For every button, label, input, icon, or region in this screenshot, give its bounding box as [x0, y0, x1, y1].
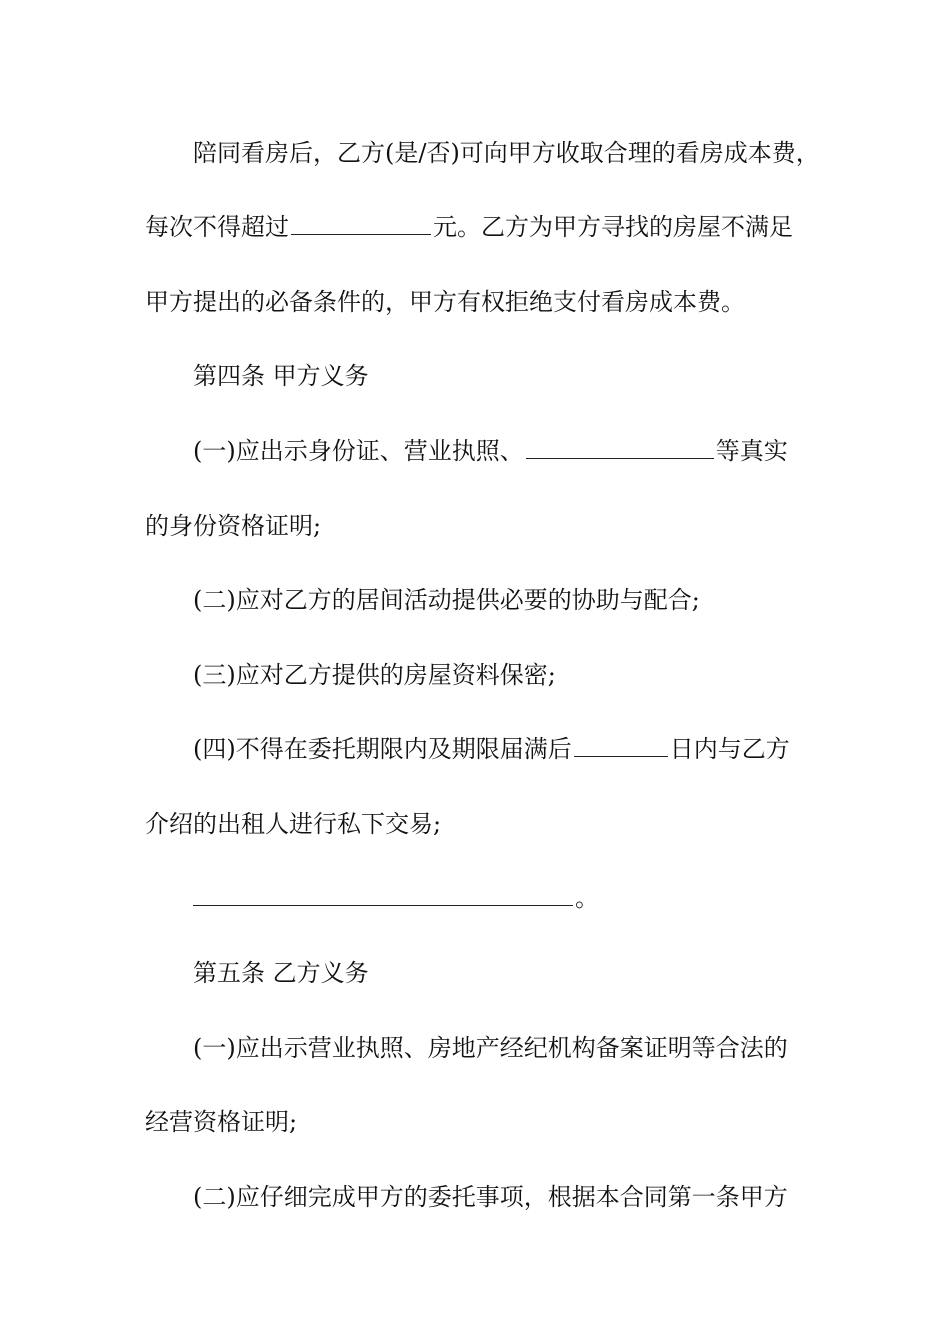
text-refuse-payment: 甲方提出的必备条件的，甲方有权拒绝支付看房成本费。	[145, 288, 745, 316]
paragraph-line-9	[0, 729, 950, 769]
paragraph-line-11	[0, 878, 950, 918]
blank-other-documents[interactable]	[526, 434, 714, 459]
text-identity-qualification: 的身份资格证明;	[145, 512, 322, 540]
text-business-qualification: 经营资格证明;	[145, 1108, 298, 1136]
paragraph-line-13	[0, 1028, 950, 1068]
paragraph-line-15	[0, 1177, 950, 1217]
text-private-deal-suffix: 日内与乙方	[669, 735, 790, 763]
text-viewing-fee-clause: 陪同看房后，乙方(是/否)可向甲方收取合理的看房成本费，	[193, 139, 820, 167]
text-lessor-private-trade: 介绍的出租人进行私下交易;	[145, 810, 442, 838]
paragraph-line-2	[0, 207, 950, 247]
paragraph-line-1	[0, 133, 950, 173]
blank-days[interactable]	[574, 732, 668, 757]
heading-party-b-obligations: 第五条 乙方义务	[193, 959, 369, 987]
blank-fee-amount[interactable]	[291, 210, 431, 235]
text-period: 。	[575, 884, 599, 912]
text-assist-cooperate: (二)应对乙方的居间活动提供必要的协助与配合;	[193, 586, 700, 614]
text-max-fee-suffix: 元。乙方为甲方寻找的房屋不满足	[433, 213, 793, 241]
paragraph-line-3	[0, 282, 950, 322]
text-id-proof-suffix: 等真实	[715, 437, 788, 465]
text-id-proof-prefix: (一)应出示身份证、营业执照、	[193, 437, 524, 465]
article-four-heading	[0, 356, 950, 396]
paragraph-line-6	[0, 506, 950, 546]
text-business-license: (一)应出示营业执照、房地产经纪机构备案证明等合法的	[193, 1034, 788, 1062]
article-five-heading	[0, 953, 950, 993]
paragraph-line-5	[0, 431, 950, 471]
heading-party-a-obligations: 第四条 甲方义务	[193, 362, 369, 390]
paragraph-line-7	[0, 580, 950, 620]
paragraph-line-10	[0, 804, 950, 844]
paragraph-line-8	[0, 655, 950, 695]
text-confidentiality: (三)应对乙方提供的房屋资料保密;	[193, 661, 556, 689]
text-complete-entrusted-matters: (二)应仔细完成甲方的委托事项，根据本合同第一条甲方	[193, 1183, 788, 1211]
text-private-deal-prefix: (四)不得在委托期限内及期限届满后	[193, 735, 572, 763]
blank-additional-obligation[interactable]	[193, 881, 573, 906]
paragraph-line-14	[0, 1102, 950, 1142]
text-max-fee-prefix: 每次不得超过	[145, 213, 289, 241]
